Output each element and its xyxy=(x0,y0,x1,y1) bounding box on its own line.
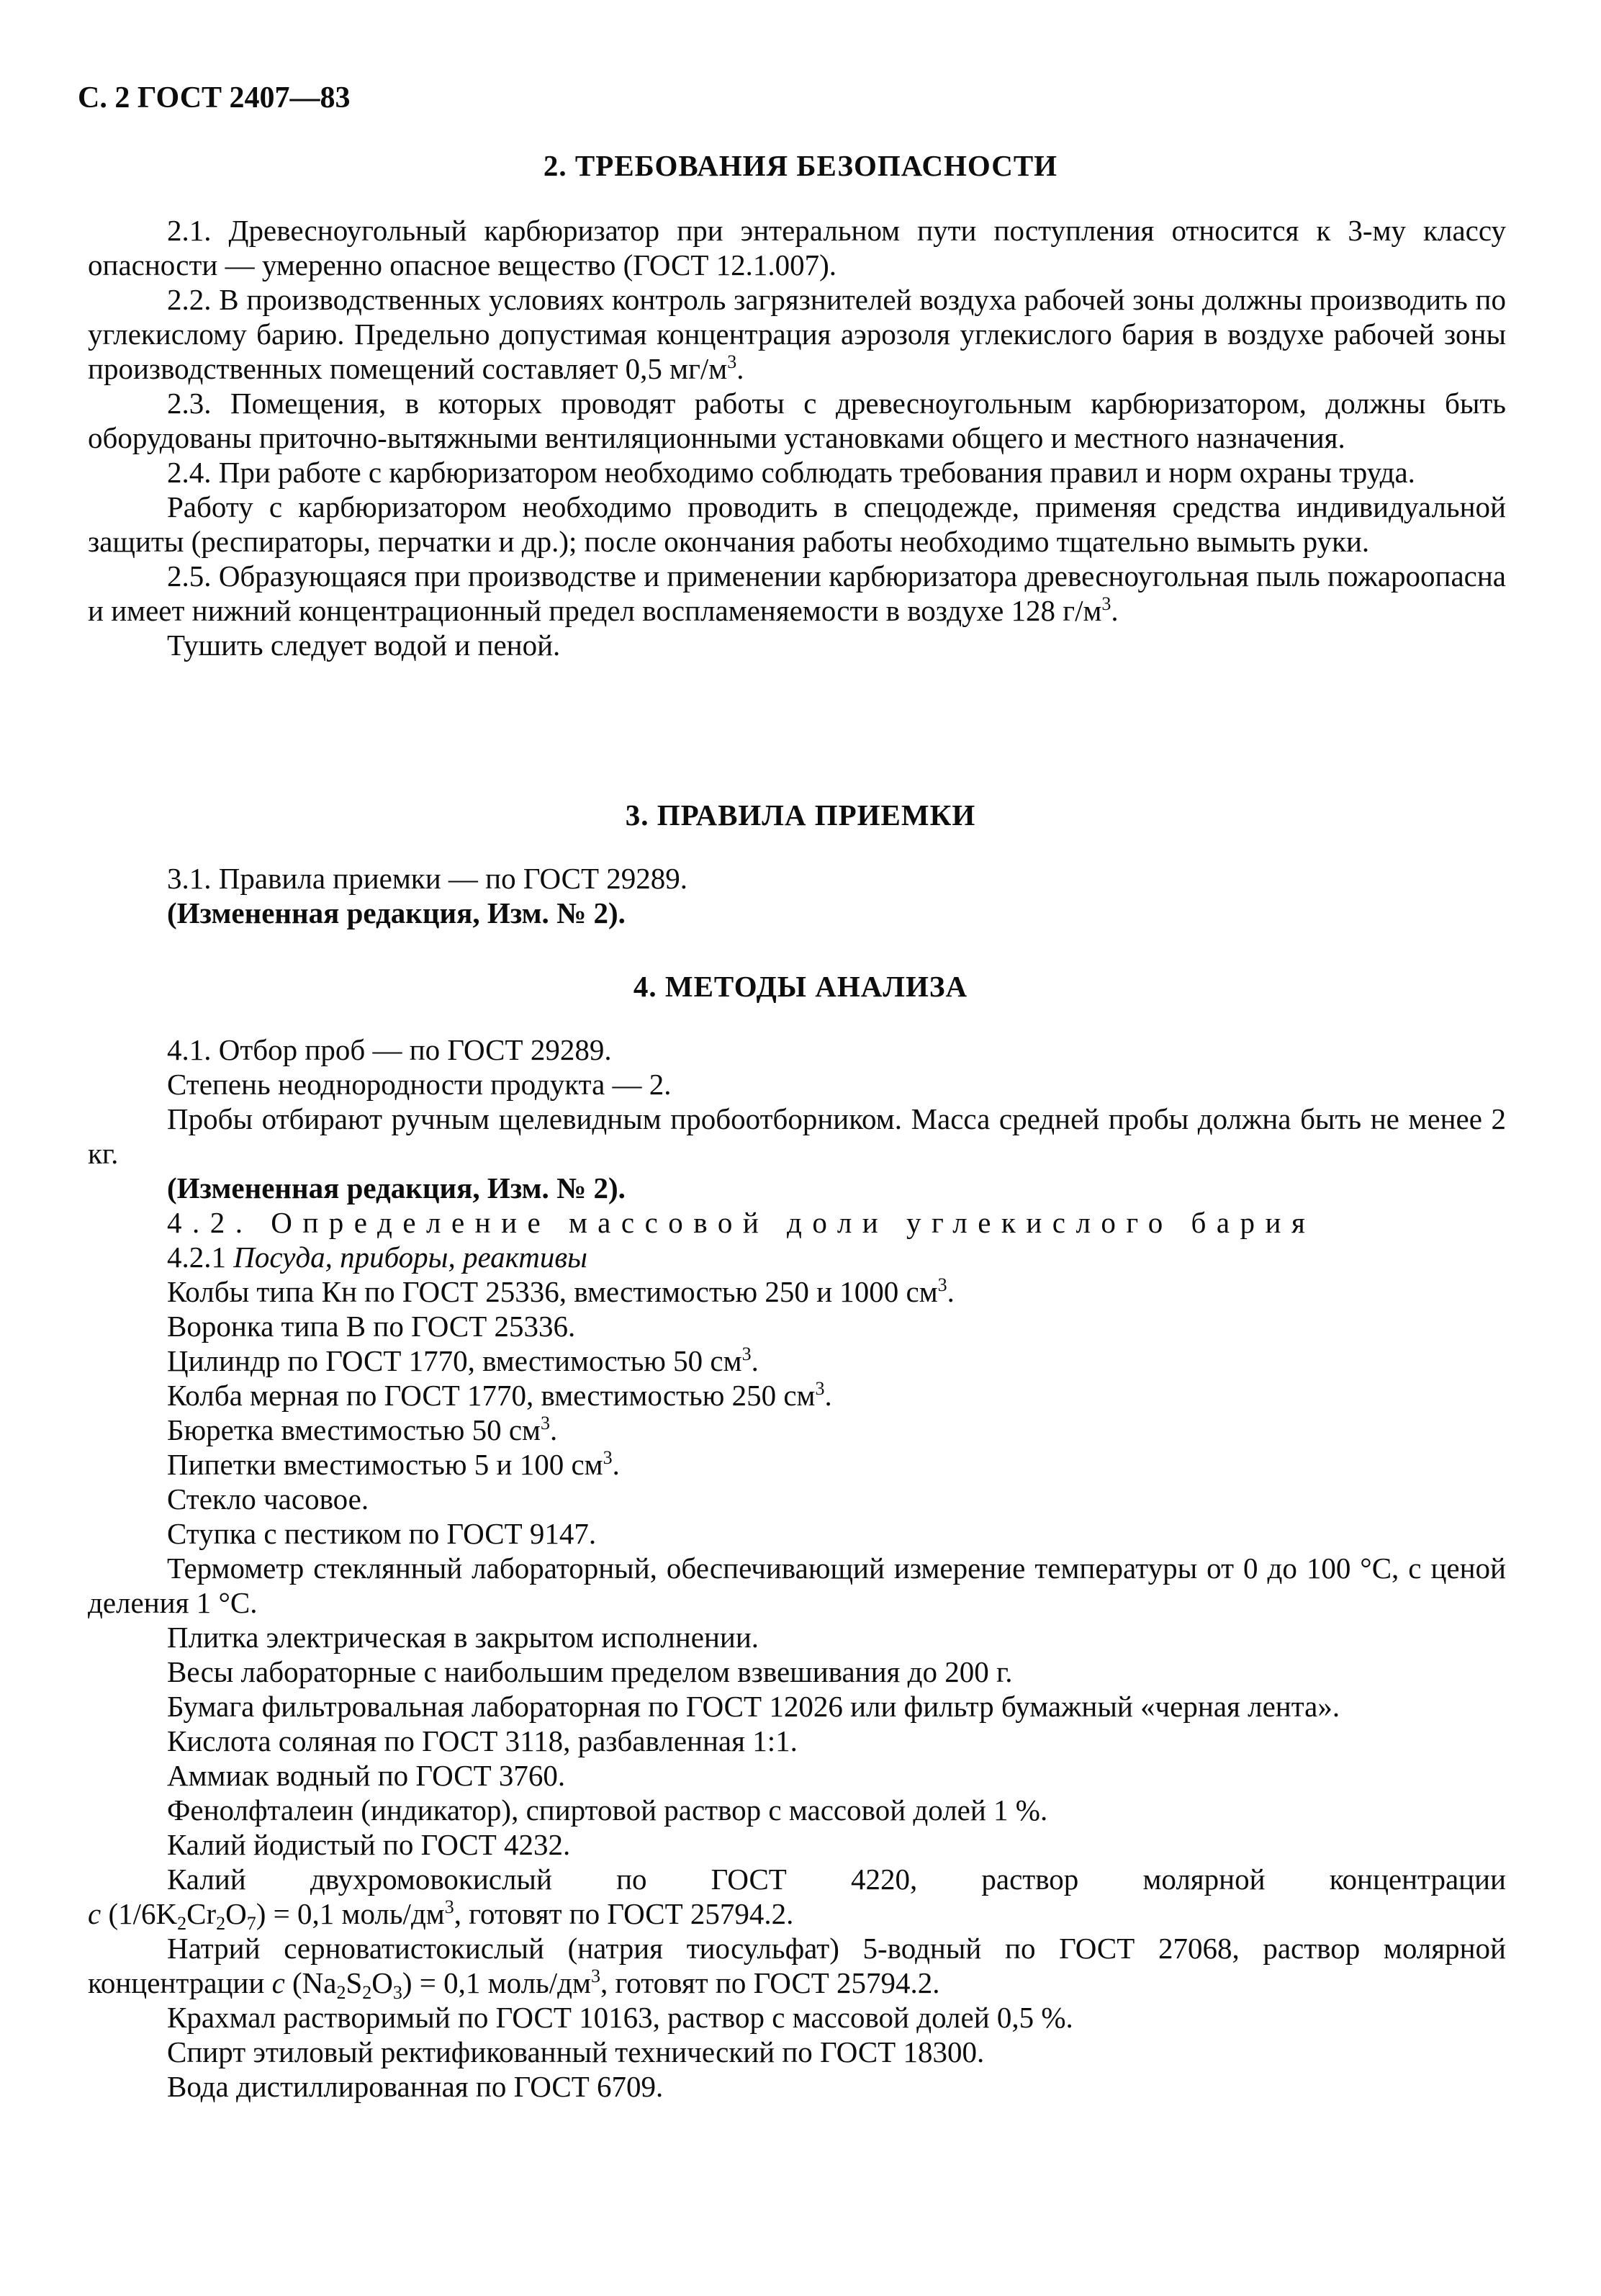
list-item xyxy=(88,1378,1506,1413)
section-4-title: 4. МЕТОДЫ АНАЛИЗА xyxy=(633,970,968,1003)
formula-part: , готовят по ГОСТ 25794.2. xyxy=(600,1966,940,1999)
paragraph-2-5 xyxy=(88,559,1506,628)
period: . xyxy=(549,1413,558,1446)
formula-part: S xyxy=(346,1966,363,1999)
paragraph-4-2-1 xyxy=(88,1240,1506,1274)
clause-number: 4.2.1 xyxy=(167,1241,226,1274)
subscript: 2 xyxy=(216,1913,226,1934)
paragraph-2-3: 2.3. Помещения, в которых проводят работы с древесноугольным карбюризатором, должны быть оборудованы приточно-вытяжными вентиляционными установками общего и местного назначения. xyxy=(88,387,1506,454)
paragraph-2-2-text: 2.2. В производственных условиях контроль загрязнителей воздуха рабочей зоны должны производить по углекислому барию. Предельно допустимая концентрация аэрозоля углекислого бария в воздухе рабочей зоны производственных помещений составляет 0,5 мг/м xyxy=(88,283,1506,385)
section-3-body xyxy=(88,861,1506,930)
list-item: Крахмал растворимый по ГОСТ 10163, раствор с массовой долей 0,5 %. xyxy=(167,2001,1073,2034)
superscript: 3 xyxy=(540,1413,550,1433)
formula-symbol: c xyxy=(88,1897,102,1930)
list-item-continuation xyxy=(88,1896,1506,1934)
superscript: 3 xyxy=(603,1447,613,1468)
formula-part: O xyxy=(371,1966,393,1999)
paragraph-2-5-text: 2.5. Образующаяся при производстве и применении карбюризатора древесноугольная пыль пожароопасна и имеет нижний концентрационный предел воспламеняемости в воздухе 128 г/м xyxy=(88,559,1506,627)
list-item: Спирт этиловый ректификованный технический по ГОСТ 18300. xyxy=(167,2035,985,2068)
list-item: Плитка электрическая в закрытом исполнении. xyxy=(167,1621,759,1654)
paragraph-2-4-cont: Работу с карбюризатором необходимо проводить в спецодежде, применяя средства индивидуальной защиты (респираторы, перчатки и др.); после окончания работы необходимо тщательно вымыть руки. xyxy=(88,490,1506,558)
page-header: С. 2 ГОСТ 2407—83 xyxy=(78,81,351,114)
superscript: 3 xyxy=(937,1274,947,1295)
paragraph-2-1: 2.1. Древесноугольный карбюризатор при энтеральном пути поступления относится к 3-му классу опасности — умеренно опасное вещество (ГОСТ 12.1.007). xyxy=(88,214,1506,282)
list-item-text: Пипетки вместимостью 5 и 100 см xyxy=(167,1448,603,1481)
list-item: Калий йодистый по ГОСТ 4232. xyxy=(167,1828,571,1861)
superscript: 3 xyxy=(444,1896,454,1917)
clause-title: Посуда, приборы, реактивы xyxy=(233,1241,587,1274)
list-item xyxy=(88,1274,1506,1309)
formula-part: (Na xyxy=(284,1966,337,1999)
superscript: 3 xyxy=(1101,593,1111,614)
formula-symbol: c xyxy=(271,1966,285,1999)
list-item: Весы лабораторные с наибольшим пределом взвешивания до 200 г. xyxy=(167,1655,1013,1688)
formula-part: , готовят по ГОСТ 25794.2. xyxy=(454,1897,794,1930)
formula-part: O xyxy=(225,1897,247,1930)
formula-part: (1/6K xyxy=(101,1897,178,1930)
paragraph-2-5-cont: Тушить следует водой и пеной. xyxy=(167,629,561,662)
list-item-text: Цилиндр по ГОСТ 1770, вместимостью 50 см xyxy=(167,1344,742,1377)
formula-part: ) = 0,1 моль/дм xyxy=(256,1897,445,1930)
section-2-title: 2. ТРЕБОВАНИЯ БЕЗОПАСНОСТИ xyxy=(543,149,1058,182)
list-item-text: Колбы типа Кн по ГОСТ 25336, вместимостью 250 и 1000 см xyxy=(167,1275,938,1308)
paragraph-3-1: 3.1. Правила приемки — по ГОСТ 29289. xyxy=(167,862,688,895)
paragraph-4-2 xyxy=(88,1205,1506,1240)
amendment-note-4: (Измененная редакция, Изм. № 2). xyxy=(167,1171,626,1205)
subscript: 7 xyxy=(246,1913,256,1934)
list-item: Фенолфталеин (индикатор), спиртовой раствор с массовой долей 1 %. xyxy=(167,1793,1048,1827)
list-item: Вода дистиллированная по ГОСТ 6709. xyxy=(167,2070,664,2103)
period: . xyxy=(947,1275,955,1308)
paragraph-4-1-b: Степень неоднородности продукта — 2. xyxy=(167,1068,672,1101)
formula-part: Cr xyxy=(186,1897,217,1930)
list-item xyxy=(88,1343,1506,1378)
period: . xyxy=(736,352,744,385)
period: . xyxy=(751,1344,759,1377)
paragraph-2-4: 2.4. При работе с карбюризатором необходимо соблюдать требования правил и норм охраны труда. xyxy=(167,456,1415,489)
superscript: 3 xyxy=(727,351,737,372)
paragraph-4-1-c: Пробы отбирают ручным щелевидным пробоотборником. Масса средней пробы должна быть не менее 2 кг. xyxy=(88,1102,1506,1170)
period: . xyxy=(612,1448,620,1481)
list-item-text: Колба мерная по ГОСТ 1770, вместимостью 250 см xyxy=(167,1379,816,1412)
list-item: Стекло часовое. xyxy=(167,1482,369,1516)
section-4-body xyxy=(88,1032,1506,2104)
superscript: 3 xyxy=(815,1378,825,1399)
list-item-text: Бюретка вместимостью 50 см xyxy=(167,1413,541,1446)
subscript: 2 xyxy=(177,1913,187,1934)
list-item xyxy=(88,1413,1506,1447)
paragraph-4-1: 4.1. Отбор проб — по ГОСТ 29289. xyxy=(167,1033,612,1066)
list-item: Бумага фильтровальная лабораторная по ГОСТ 12026 или фильтр бумажный «черная лента». xyxy=(167,1690,1340,1723)
subscript: 3 xyxy=(392,1982,402,2003)
amendment-note-3: (Измененная редакция, Изм. № 2). xyxy=(167,896,626,929)
list-item-text: Калий двухромовокислый по ГОСТ 4220, раствор молярной концентрации xyxy=(167,1863,1506,1896)
formula-part: ) = 0,1 моль/дм xyxy=(402,1966,591,1999)
list-item-text: Натрий серноватистокислый (натрия тиосульфат) 5-водный по ГОСТ 27068, раствор молярной концентрации xyxy=(88,1932,1506,1999)
superscript: 3 xyxy=(741,1343,752,1364)
superscript: 3 xyxy=(590,1966,600,1986)
section-3-title: 3. ПРАВИЛА ПРИЕМКИ xyxy=(625,798,976,832)
paragraph-4-2-title: 4.2. Определение массовой доли углекислого бария xyxy=(167,1206,1316,1239)
list-item xyxy=(88,1447,1506,1482)
paragraph-2-2 xyxy=(88,282,1506,386)
subscript: 2 xyxy=(362,1982,372,2003)
period: . xyxy=(1111,594,1119,627)
list-item xyxy=(88,1931,1506,2003)
list-item xyxy=(88,1862,1506,1896)
section-2-body xyxy=(88,213,1506,662)
subscript: 2 xyxy=(336,1982,346,2003)
list-item: Воронка типа В по ГОСТ 25336. xyxy=(167,1310,576,1343)
list-item: Термометр стеклянный лабораторный, обеспечивающий измерение температуры от 0 до 100 °С, с ценой деления 1 °С. xyxy=(88,1552,1506,1619)
list-item: Аммиак водный по ГОСТ 3760. xyxy=(167,1759,566,1792)
list-item: Ступка с пестиком по ГОСТ 9147. xyxy=(167,1517,597,1550)
period: . xyxy=(824,1379,832,1412)
list-item: Кислота соляная по ГОСТ 3118, разбавленная 1:1. xyxy=(167,1724,798,1757)
